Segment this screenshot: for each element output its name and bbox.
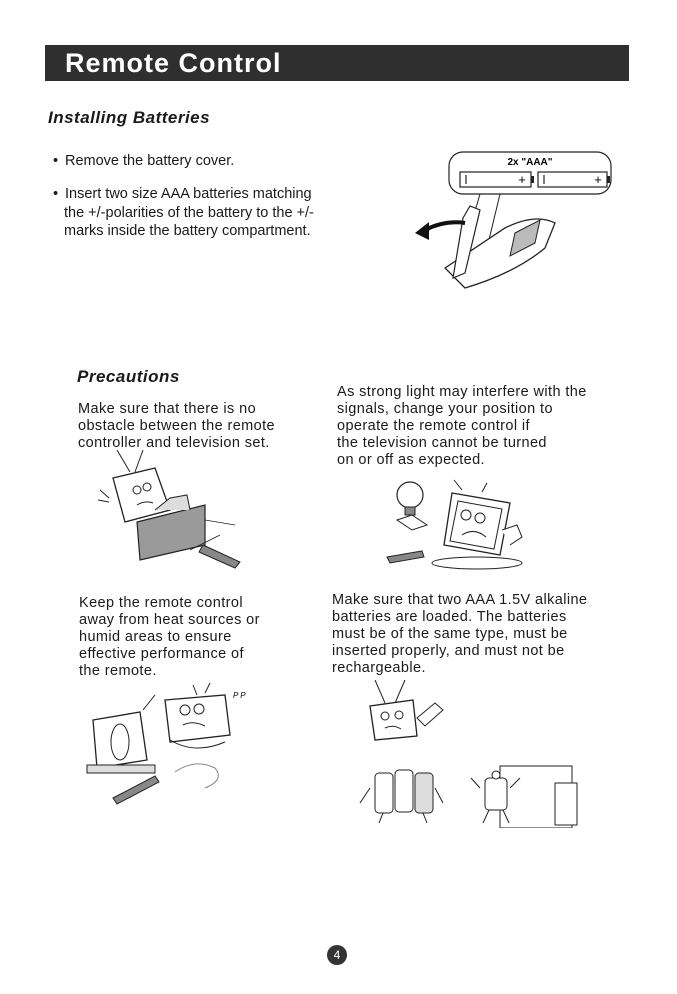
battery-compartment-illustration	[405, 148, 620, 300]
precaution-batteries-line-2: batteries are loaded. The batteries	[332, 609, 567, 625]
precaution-strong-light-text	[337, 384, 587, 469]
precaution-light-line-1: As strong light may interfere with the	[337, 384, 587, 400]
installing-batteries-heading: Installing Batteries	[48, 108, 211, 127]
tv-character-icon	[370, 700, 417, 740]
precaution-batteries-line-3: must be of the same type, must be	[332, 626, 568, 642]
battery-icon	[538, 172, 610, 187]
precaution-obstacle-text	[78, 401, 275, 452]
precaution-obstacle-line-2: obstacle between the remote	[78, 418, 275, 434]
remote-control-icon	[387, 551, 424, 563]
precaution-heat-line-4: effective performance of	[79, 646, 244, 662]
remote-control-icon	[199, 545, 240, 568]
bullet-insert-batteries	[53, 185, 314, 241]
strong-light-illustration	[382, 475, 527, 575]
page-title: Remote Control	[65, 48, 282, 78]
svg-text:P P: P P	[233, 691, 246, 700]
precautions-heading: Precautions	[77, 367, 180, 386]
bullet-insert-line-1: Insert two size AAA batteries matching	[65, 186, 312, 202]
bullet-remove-cover-text: Remove the battery cover.	[65, 153, 235, 169]
precaution-heat-humidity-text	[79, 595, 260, 680]
header-bar	[45, 45, 629, 81]
tv-character-icon	[113, 468, 170, 522]
precaution-light-line-2: signals, change your position to	[337, 401, 553, 417]
battery-icon	[460, 172, 534, 187]
precaution-heat-line-3: humid areas to ensure	[79, 629, 232, 645]
precaution-heat-line-2: away from heat sources or	[79, 612, 260, 628]
precaution-obstacle-line-3: controller and television set.	[78, 435, 270, 451]
bullet-dot: •	[53, 153, 59, 169]
bullet-insert-line-2: the +/-polarities of the battery to the +/-	[64, 204, 314, 221]
precaution-batteries-line-5: rechargeable.	[332, 660, 426, 676]
precaution-light-line-4: the television cannot be turned	[337, 435, 547, 451]
tv-character-icon	[165, 695, 230, 742]
battery-callout-label: 2x "AAA"	[507, 157, 553, 168]
battery-character-icon	[360, 770, 443, 823]
bullet-insert-line-3: marks inside the battery compartment.	[64, 223, 311, 239]
bullet-remove-cover	[53, 152, 234, 171]
precaution-heat-line-5: the remote.	[79, 663, 157, 679]
arrow-left-icon	[425, 222, 465, 230]
precaution-heat-line-1: Keep the remote control	[79, 595, 243, 611]
precaution-batteries-text	[332, 592, 587, 677]
precaution-batteries-line-1: Make sure that two AAA 1.5V alkaline	[332, 592, 588, 608]
remote-control-icon	[113, 776, 159, 804]
page-number-badge: 4	[327, 945, 347, 965]
precaution-light-line-5: on or off as expected.	[337, 452, 485, 468]
precaution-obstacle-line-1: Make sure that there is no	[78, 401, 257, 417]
precaution-batteries-line-4: inserted properly, and must not be	[332, 643, 565, 659]
light-bulb-icon	[397, 482, 423, 508]
heat-source-illustration	[85, 680, 250, 805]
battery-warning-illustration	[355, 678, 585, 828]
svg-text:+: +	[518, 172, 526, 187]
svg-text:+: +	[594, 172, 602, 187]
precaution-light-line-3: operate the remote control if	[337, 418, 530, 434]
tv-obstacle-illustration	[95, 450, 255, 575]
bullet-dot: •	[53, 186, 59, 202]
